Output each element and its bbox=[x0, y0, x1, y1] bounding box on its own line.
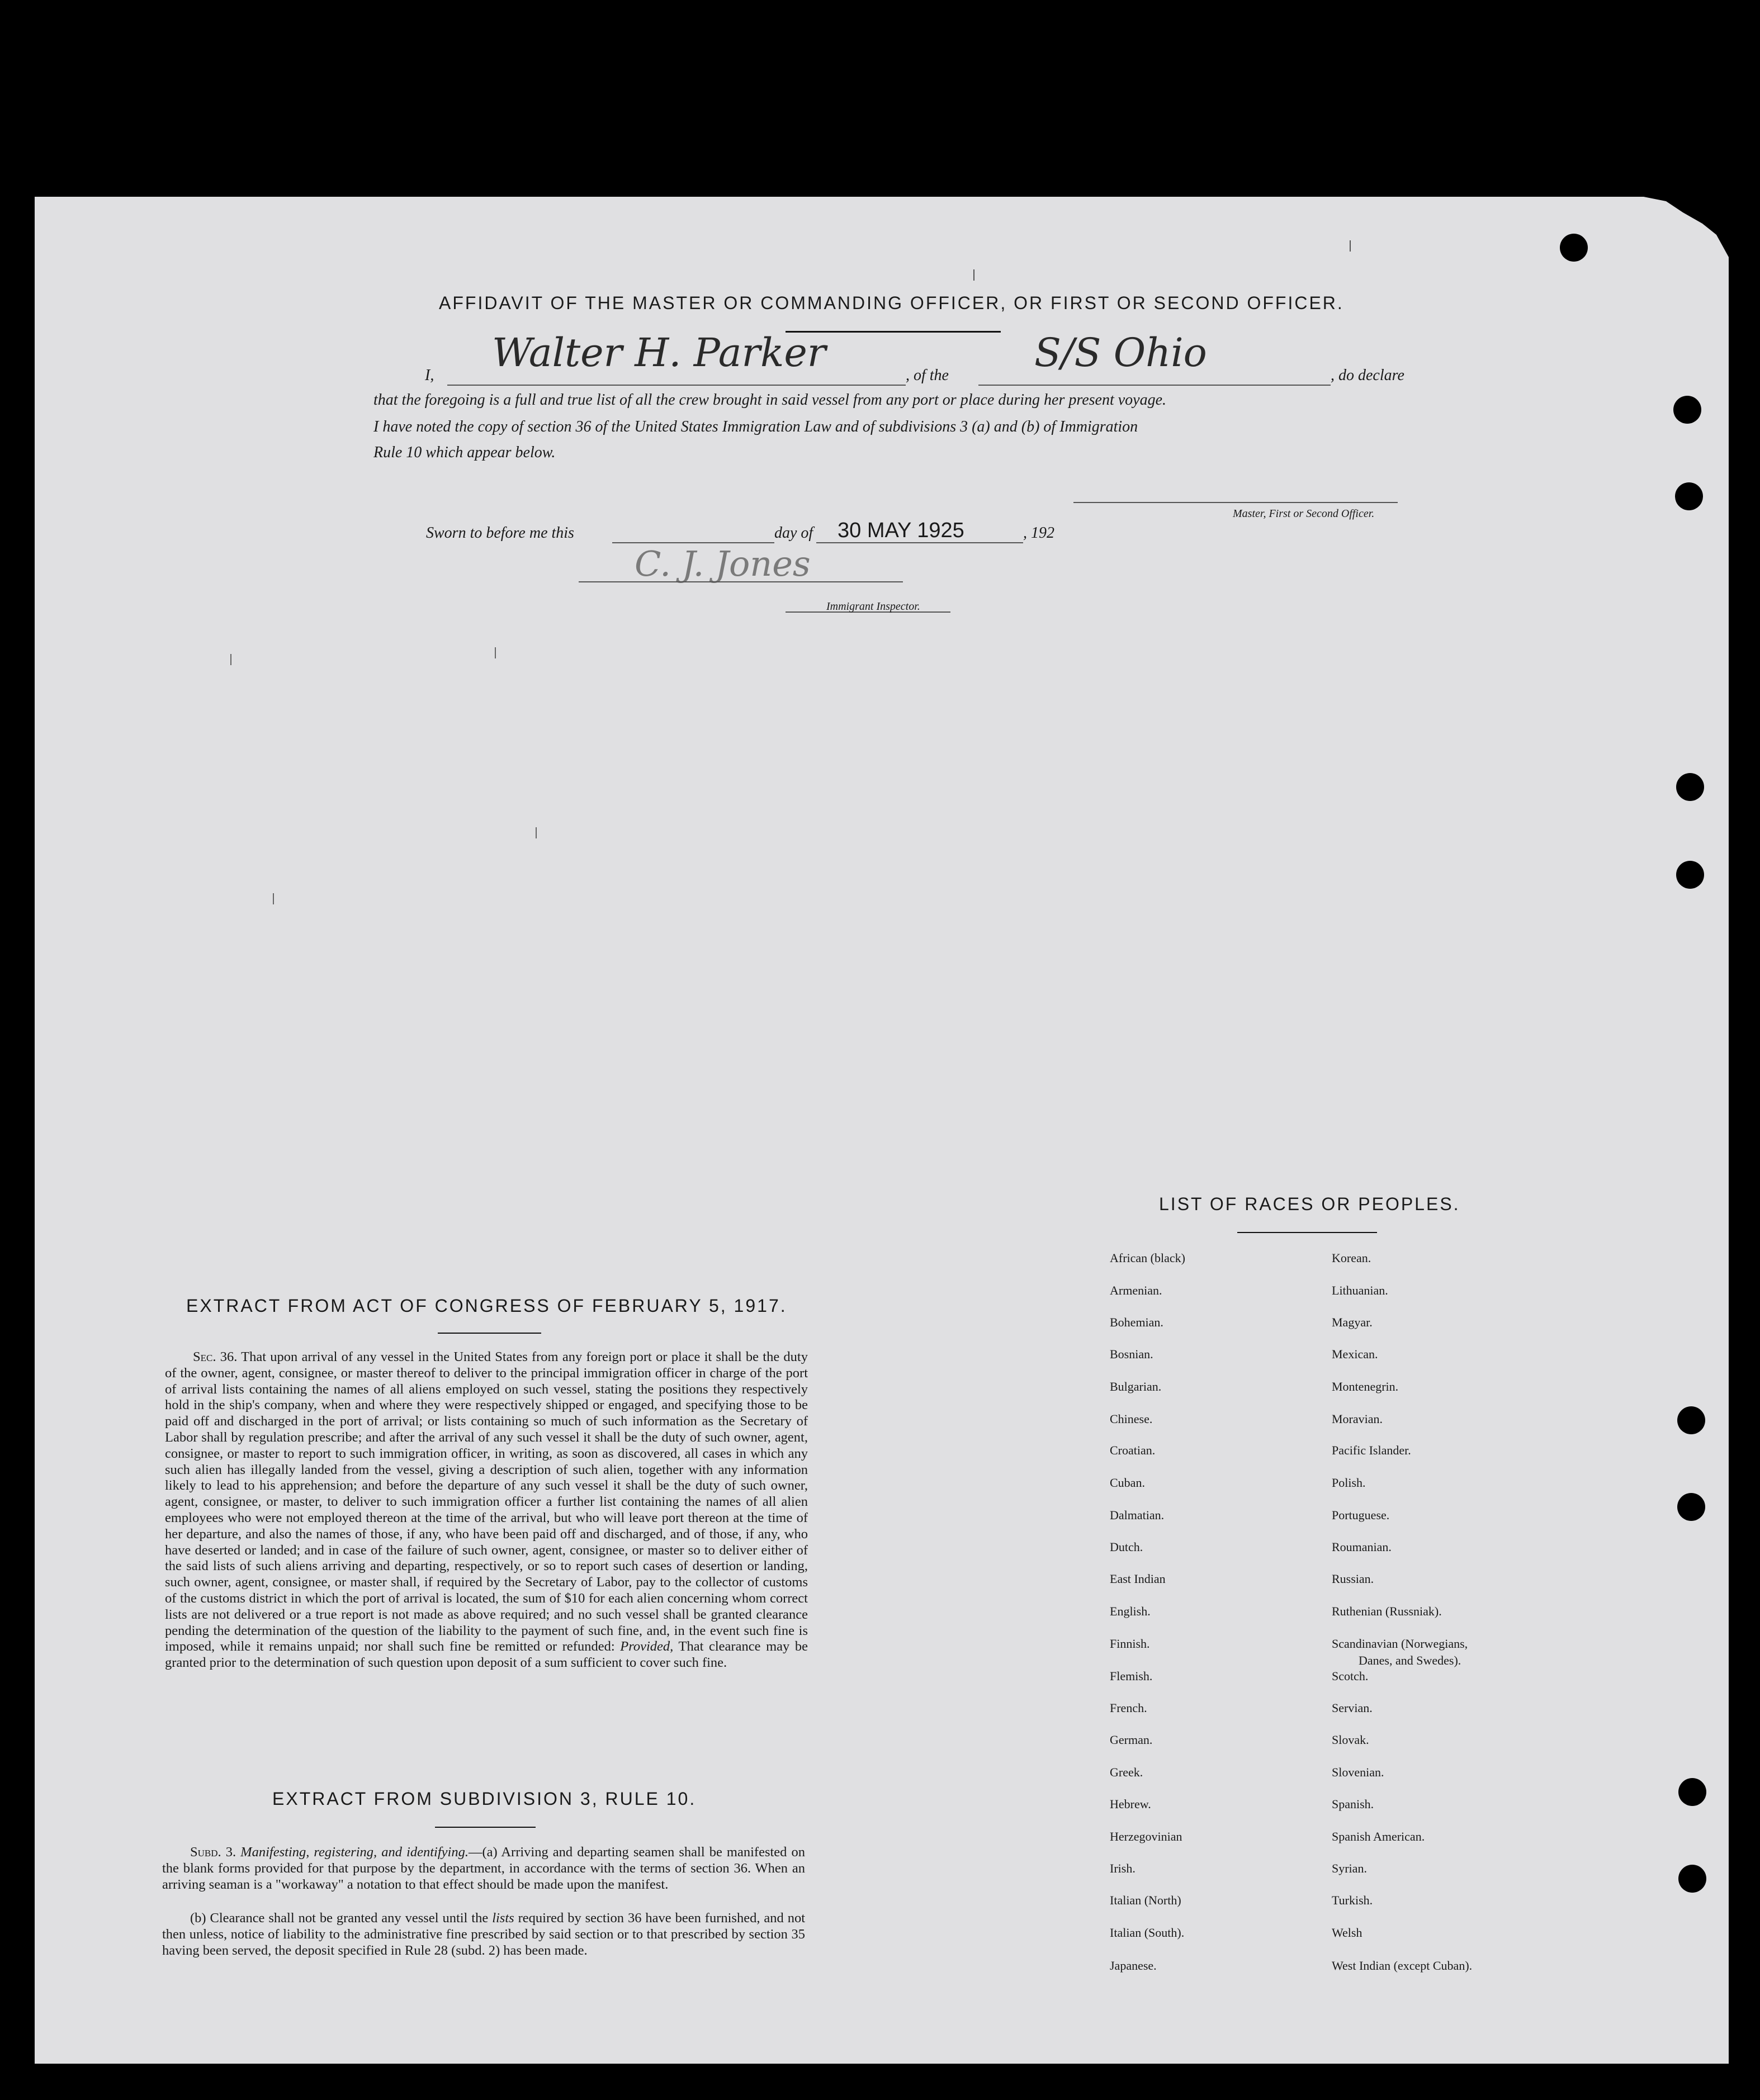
race-item: English. bbox=[1110, 1604, 1151, 1618]
race-item: French. bbox=[1110, 1701, 1147, 1715]
race-item: African (black) bbox=[1110, 1251, 1185, 1265]
stray-mark bbox=[273, 893, 274, 904]
race-item: Flemish. bbox=[1110, 1669, 1153, 1683]
name-line bbox=[447, 385, 906, 386]
master-name-handwritten: Walter H. Parker bbox=[492, 330, 826, 376]
race-item: Greek. bbox=[1110, 1765, 1143, 1779]
date-stamp: 30 MAY 1925 bbox=[838, 519, 964, 542]
stray-mark bbox=[495, 647, 496, 658]
race-item: Italian (North) bbox=[1110, 1893, 1181, 1907]
inspector-line bbox=[579, 581, 903, 582]
officer-caption: Master, First or Second Officer. bbox=[1233, 508, 1375, 520]
race-item: Korean. bbox=[1332, 1251, 1371, 1265]
subd-title: Manifesting, registering, and identifying. bbox=[240, 1845, 469, 1860]
punch-hole bbox=[1678, 1778, 1706, 1806]
race-item: Herzegovinian bbox=[1110, 1829, 1182, 1843]
race-item: Montenegrin. bbox=[1332, 1380, 1399, 1393]
section-body-end: That clearance may be granted prior to the determination of such question upon deposit of a sum sufficient to cover such fine. bbox=[165, 1639, 808, 1671]
race-item: Syrian. bbox=[1332, 1861, 1367, 1875]
sworn-prefix: Sworn to before me this bbox=[426, 524, 574, 542]
race-item: German. bbox=[1110, 1733, 1153, 1747]
race-item: Russian. bbox=[1332, 1572, 1374, 1586]
race-item: Scandinavian (Norwegians, bbox=[1332, 1637, 1468, 1651]
vessel-line bbox=[978, 385, 1331, 386]
affidavit-prefix: I, bbox=[425, 367, 434, 384]
punch-hole bbox=[1677, 1493, 1705, 1521]
subd-3-para-b bbox=[162, 1911, 805, 1959]
race-item: Magyar. bbox=[1332, 1315, 1373, 1329]
race-item: Lithuanian. bbox=[1332, 1283, 1388, 1297]
race-item: West Indian (except Cuban). bbox=[1332, 1959, 1473, 1973]
section-36-text bbox=[165, 1349, 808, 1671]
inspector-signature: C. J. Jones bbox=[635, 543, 811, 584]
race-item: Danes, and Swedes). bbox=[1359, 1653, 1461, 1667]
year-suffix: , 192 bbox=[1023, 524, 1054, 542]
race-item: Servian. bbox=[1332, 1701, 1373, 1715]
race-item: Ruthenian (Russniak). bbox=[1332, 1604, 1442, 1618]
punch-hole bbox=[1675, 482, 1703, 510]
race-item: Mexican. bbox=[1332, 1347, 1378, 1361]
extract-rule-heading: EXTRACT FROM SUBDIVISION 3, RULE 10. bbox=[272, 1789, 697, 1809]
race-item: Croatian. bbox=[1110, 1443, 1156, 1457]
stray-mark bbox=[973, 269, 974, 281]
race-item: Welsh bbox=[1332, 1926, 1362, 1940]
race-item: Roumanian. bbox=[1332, 1540, 1392, 1554]
stray-mark bbox=[1350, 240, 1351, 252]
affidavit-heading: AFFIDAVIT OF THE MASTER OR COMMANDING OFFICER, OR FIRST OR SECOND OFFICER. bbox=[439, 293, 1344, 313]
race-item: Slovenian. bbox=[1332, 1765, 1384, 1779]
race-item: Spanish American. bbox=[1332, 1829, 1425, 1843]
punch-hole bbox=[1678, 1865, 1706, 1893]
inspector-caption: Immigrant Inspector. bbox=[826, 600, 920, 613]
provided-word: Provided, bbox=[620, 1639, 674, 1655]
race-item: Dutch. bbox=[1110, 1540, 1143, 1554]
race-item: East Indian bbox=[1110, 1572, 1166, 1586]
extract-rule-rule bbox=[435, 1827, 536, 1828]
do-declare-text: , do declare bbox=[1331, 367, 1404, 384]
punch-hole bbox=[1676, 773, 1704, 801]
torn-corner bbox=[1610, 190, 1760, 335]
punch-hole bbox=[1673, 396, 1701, 424]
race-item: Armenian. bbox=[1110, 1283, 1162, 1297]
race-item: Bosnian. bbox=[1110, 1347, 1153, 1361]
stray-mark bbox=[536, 827, 537, 838]
officer-signature-line bbox=[1073, 502, 1398, 503]
race-item: Finnish. bbox=[1110, 1637, 1150, 1651]
extract-act-heading: EXTRACT FROM ACT OF CONGRESS OF FEBRUARY 5, 1917. bbox=[186, 1296, 787, 1316]
day-of-text: day of bbox=[774, 524, 813, 542]
section-body: That upon arrival of any vessel in the United States from any foreign port or place it shall be the duty of the owner, agent, consignee, or master thereof to deliver to the principal immigration officer in charge of the port of arrival lists containing the names of all aliens employed on such vessel, stating the positions they respectively hold in the ship's company, when and where they were respectively shipped or engaged, and specifying those to be paid off and discharged in the port of arrival; or lists containing so much of such information as the Secretary of Labor shall by regulation prescribe; and after the arrival of any such vessel it shall be the duty of such owner, agent, consignee, or master to report to such immigration officer, in writing, as soon as discovered, all cases in which any such alien has illegally landed from the vessel, giving a description of such alien, together with any information likely to lead to his apprehension; and before the departure of any such vessel it shall be the duty of such owner, agent, consignee, or master, to deliver to such immigration officer a further list containing the names of all alien employees who were not employed thereon at the time of the arrival, but who will leave port thereon at the time of her departure, and also the names of those, if any, who have been paid off and discharged, and of those, if any, who have deserted or landed; and in case of the failure of such owner, agent, consignee, or master so to deliver either of the said lists of such aliens arriving and departing, respectively, or so to report such cases of desertion or landing, such owner, agent, consignee, or master shall, if required by the Secretary of Labor, pay to the collector of customs of the customs district in which the port of arrival is located, the sum of $10 for each alien concerning whom correct lists are not delivered or a true report is not made as above required; and no such vessel shall be granted clearance pending the determination of the question of the liability to the payment of such fine, and, in the event such fine is imposed, while it remains unpaid; nor shall such fine be remitted or refunded: bbox=[165, 1349, 808, 1655]
race-item: Dalmatian. bbox=[1110, 1508, 1165, 1522]
race-item: Spanish. bbox=[1332, 1797, 1374, 1811]
vessel-name-handwritten: S/S Ohio bbox=[1034, 330, 1207, 376]
punch-hole bbox=[1676, 861, 1704, 889]
race-item: Cuban. bbox=[1110, 1476, 1145, 1490]
extract-act-rule bbox=[438, 1333, 541, 1334]
race-item: Bohemian. bbox=[1110, 1315, 1163, 1329]
punch-hole bbox=[1560, 234, 1588, 262]
race-item: Portuguese. bbox=[1332, 1508, 1390, 1522]
race-item: Pacific Islander. bbox=[1332, 1443, 1411, 1457]
race-item: Moravian. bbox=[1332, 1412, 1383, 1426]
subd-para-a: —(a) Arriving and departing seamen shall be manifested on the blank forms provided for that purpose by the department, in accordance with the terms of section 36. When an arriving seaman is a "workaway" a notation to that effect should be made upon the manifest. bbox=[162, 1845, 805, 1892]
punch-hole bbox=[1677, 1406, 1705, 1434]
of-the-text: , of the bbox=[906, 367, 949, 384]
document-page bbox=[35, 197, 1729, 2064]
para-b-2: required by section 36 have been furnished, and not then unless, notice of liability to the administrative fine prescribed by said section or to that prescribed by section 35 having been served, the deposit specified in Rule 28 (subd. 2) has been made. bbox=[162, 1911, 806, 1958]
subd-3-para-a bbox=[162, 1845, 805, 1893]
race-item: Japanese. bbox=[1110, 1959, 1157, 1973]
subd-label: Subd. 3. bbox=[190, 1845, 236, 1860]
race-item: Italian (South). bbox=[1110, 1926, 1185, 1940]
affidavit-line-3: I have noted the copy of section 36 of the United States Immigration Law and of subdivisions 3 (a) and (b) of Immigration bbox=[373, 418, 1138, 435]
race-item: Irish. bbox=[1110, 1861, 1136, 1875]
affidavit-line-2: that the foregoing is a full and true list of all the crew brought in said vessel from any port or place during her present voyage. bbox=[373, 391, 1167, 409]
race-item: Hebrew. bbox=[1110, 1797, 1151, 1811]
race-item: Scotch. bbox=[1332, 1669, 1369, 1683]
races-heading: LIST OF RACES OR PEOPLES. bbox=[1159, 1194, 1460, 1214]
race-item: Turkish. bbox=[1332, 1893, 1373, 1907]
races-rule bbox=[1237, 1232, 1377, 1233]
race-item: Polish. bbox=[1332, 1476, 1366, 1490]
affidavit-line-4: Rule 10 which appear below. bbox=[373, 444, 556, 461]
stray-mark bbox=[230, 654, 231, 665]
para-b-lists: lists bbox=[492, 1911, 514, 1926]
para-b-1: (b) Clearance shall not be granted any vessel until the bbox=[190, 1911, 489, 1926]
race-item: Bulgarian. bbox=[1110, 1380, 1162, 1393]
section-label: Sec. 36. bbox=[193, 1349, 238, 1364]
race-item: Slovak. bbox=[1332, 1733, 1369, 1747]
race-item: Chinese. bbox=[1110, 1412, 1153, 1426]
